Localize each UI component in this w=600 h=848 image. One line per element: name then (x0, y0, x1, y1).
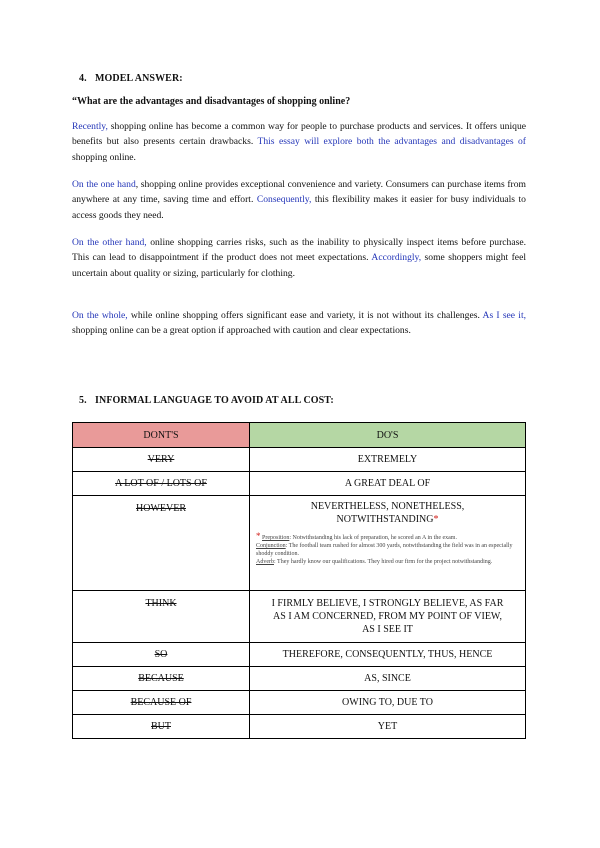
body-text: while online shopping offers significant ease and variety, it is not without its challenges. (127, 310, 480, 321)
body-text: shopping online. (72, 151, 136, 163)
section-number: 4. (79, 73, 87, 84)
dont-cell: A LOT OF / LOTS OF (73, 472, 250, 496)
asterisk-marker: * (256, 531, 261, 541)
table-row (73, 448, 526, 472)
linker: On the one hand (72, 179, 136, 190)
section-5-heading (79, 395, 334, 406)
linker: Recently, (72, 121, 108, 132)
do-cell (250, 496, 526, 591)
header-dos: DO'S (250, 423, 526, 448)
linker: This essay will explore both the advantages and disadvantages of (253, 136, 526, 148)
do-cell: I FIRMLY BELIEVE, I STRONGLY BELIEVE, AS FAR AS I AM CONCERNED, FROM MY POINT OF VIEW, AS I SEE IT (250, 591, 526, 643)
table-row (73, 591, 526, 643)
do-cell: OWING TO, DUE TO (250, 691, 526, 715)
note-label: Adverb (256, 559, 274, 565)
paragraph-disadvantages (72, 235, 526, 281)
linker: On the whole, (72, 310, 128, 321)
do-cell-text: NEVERTHELESS, NONETHELESS, NOTWITHSTANDING (310, 501, 465, 525)
note-adverb (256, 558, 519, 566)
dont-cell: BUT (73, 715, 250, 739)
note-conjunction (256, 542, 519, 558)
dont-cell: BECAUSE OF (73, 691, 250, 715)
body-text: online shopping carries risks, such as the inability to physically inspect items before purchase. This can lead to disappointment if the product does not meet expectations. (72, 237, 526, 264)
section-4-heading (79, 73, 183, 84)
linker: As I see it, (479, 310, 527, 321)
table-row (73, 715, 526, 739)
table-row (73, 643, 526, 667)
dont-cell: SO (73, 643, 250, 667)
body-text: some shoppers might feel uncertain about quality or sizing, particularly for clothing. (72, 252, 526, 279)
note-text: : The football team rushed for almost 300 yards, notwithstanding the field was in an especially shoddy condition. (256, 543, 513, 557)
dont-cell: THINK (73, 591, 250, 643)
asterisk-marker: * (433, 514, 439, 525)
section-title: MODEL ANSWER: (95, 73, 183, 84)
do-cell: A GREAT DEAL OF (250, 472, 526, 496)
section-title: INFORMAL LANGUAGE TO AVOID AT ALL COST: (95, 395, 334, 406)
note-label: Preposition (262, 535, 290, 541)
usage-notes (256, 532, 519, 566)
paragraph-advantages (72, 177, 526, 223)
table-row (73, 496, 526, 591)
note-preposition (256, 532, 519, 542)
linker: Accordingly, (368, 252, 422, 264)
table-header-row (73, 423, 526, 448)
table-row (73, 667, 526, 691)
body-text: shopping online has become a common way for people to purchase products and services. It offers unique benefits but also presents certain drawbacks. (72, 121, 526, 148)
table-row (73, 691, 526, 715)
informal-language-table (72, 422, 526, 739)
do-cell: YET (250, 715, 526, 739)
essay-question: “What are the advantages and disadvantages of shopping online? (72, 96, 351, 107)
linker: Consequently, (253, 194, 312, 206)
body-text: shopping online can be a great option if approached with caution and clear expectations. (72, 325, 411, 337)
note-text: : They hardly know our qualifications. They hired our firm for the project notwithstanding. (274, 559, 493, 565)
dont-cell: VERY (73, 448, 250, 472)
paragraph-introduction (72, 119, 526, 165)
table-row (73, 472, 526, 496)
note-text: : Notwithstanding his lack of preparation, he scored an A in the exam. (289, 535, 457, 541)
do-cell: EXTREMELY (250, 448, 526, 472)
body-text: this flexibility makes it easier for busy individuals to access goods they need. (72, 194, 526, 221)
do-cell: AS, SINCE (250, 667, 526, 691)
linker: On the other hand, (72, 237, 147, 248)
header-donts: DONT'S (73, 423, 250, 448)
section-number: 5. (79, 395, 87, 406)
do-cell: THEREFORE, CONSEQUENTLY, THUS, HENCE (250, 643, 526, 667)
dont-cell: HOWEVER (73, 496, 250, 591)
dont-cell: BECAUSE (73, 667, 250, 691)
paragraph-conclusion (72, 308, 526, 339)
note-label: Conjunction (256, 543, 286, 549)
body-text: , shopping online provides exceptional convenience and variety. Consumers can purchase items from anywhere at any time, saving time and effort. (72, 179, 526, 206)
